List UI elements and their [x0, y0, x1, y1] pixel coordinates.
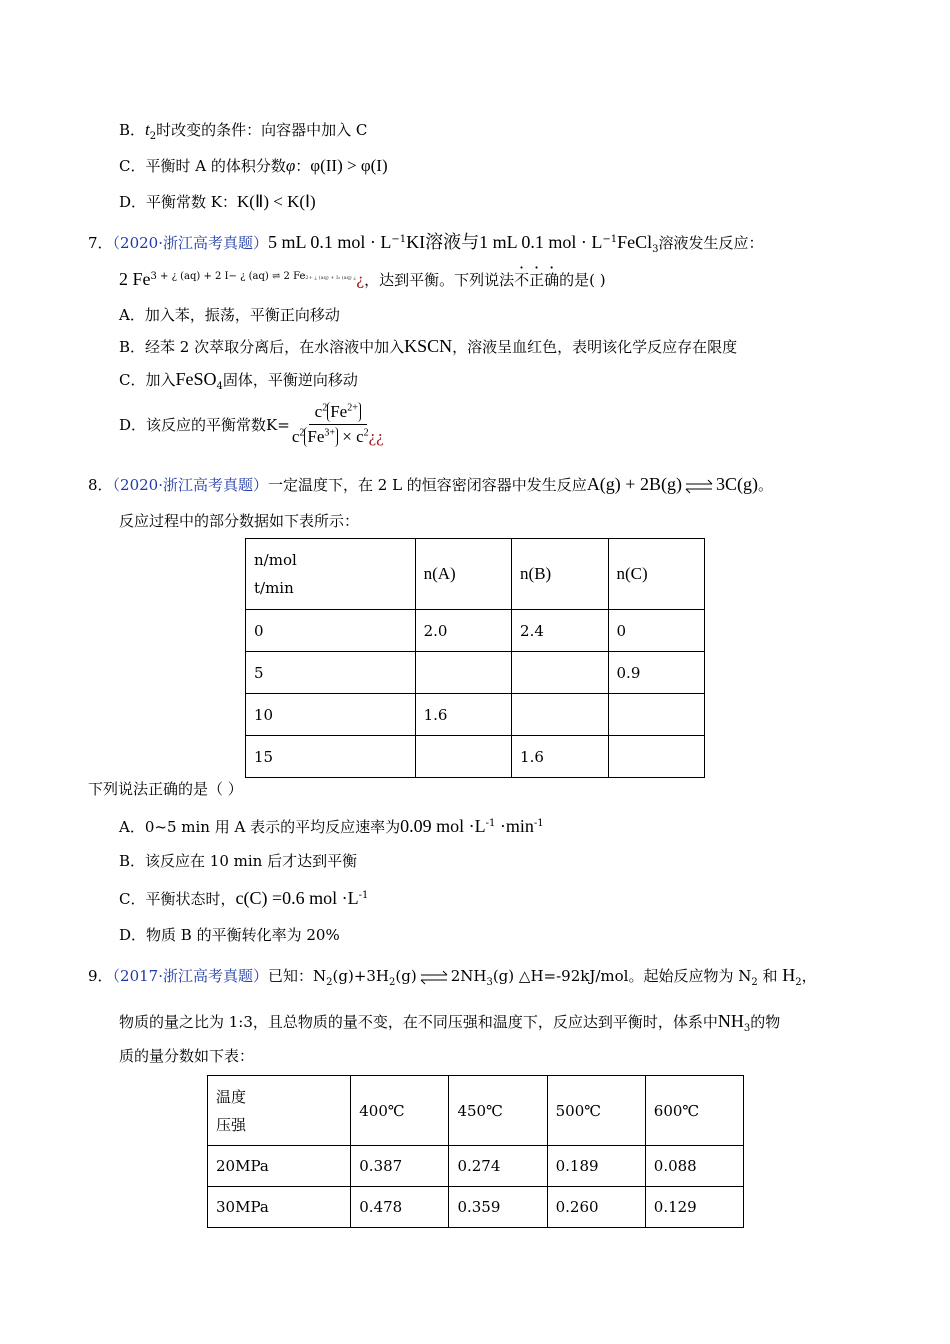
- q9-source: （2017·浙江高考真题）: [112, 967, 268, 985]
- q7-option-c: C．加入FeSO$_4$固体，平衡逆向移动: [119, 369, 358, 392]
- table-cell: 0: [246, 610, 416, 652]
- q8-question: 下列说法正确的是（ ）: [88, 780, 243, 798]
- table-cell: [415, 652, 511, 694]
- table-cell: [512, 652, 608, 694]
- table-header-cell: 400℃: [351, 1076, 449, 1146]
- table-row: [246, 694, 705, 736]
- table-cell: 15: [246, 736, 416, 778]
- table-cell: 0.129: [645, 1187, 743, 1228]
- table-row: [246, 610, 705, 652]
- table-row: [208, 1187, 744, 1228]
- table-header-cell: 450℃: [449, 1076, 547, 1146]
- table-cell: 20MPa: [208, 1146, 351, 1187]
- table-cell: [608, 736, 704, 778]
- q6-option-c: C．平衡时 A 的体积分数φ：φ(II) > φ(I): [119, 156, 388, 175]
- table-cell: 2.4: [512, 610, 608, 652]
- table-cell: 0.359: [449, 1187, 547, 1228]
- q9-stem: 9．（2017·浙江高考真题）已知：$N_2(g)+3H_2(g)$ $2NH_3(g)$ △H=-92kJ/mol。起始反应物为 $N_2$ 和 $H_2$，: [88, 965, 817, 988]
- q7-option-b: B．经苯 2 次萃取分离后，在水溶液中加入KSCN，溶液呈血红色，表明该化学反应存在限度: [119, 336, 738, 356]
- equilibrium-constant-fraction: $\frac{c^2 Fe^{2+}}{c^2 Fe^{3+} \times c^2¿¿}$: [291, 402, 384, 446]
- table-cell: 30MPa: [208, 1187, 351, 1228]
- table-cell: 1.6: [512, 736, 608, 778]
- table-corner-header: 温度 压强: [208, 1076, 351, 1146]
- q9-stem-line3: 质的量分数如下表：: [119, 1047, 255, 1065]
- table-cell: 0.189: [547, 1146, 645, 1187]
- table-cell: 5: [246, 652, 416, 694]
- table-corner-header: n/mol t/min: [246, 539, 416, 610]
- table-cell: 2.0: [415, 610, 511, 652]
- q7-equation: 2 $Fe^{3 + ¿ (aq) + 2 I- ¿ (aq) \rightleftharpoons 2 Fe2+ ¿ (aq) + I_2 (aq) ¿}¿$，达到平衡。下列说法不正确的是( ): [119, 269, 606, 289]
- q8-data-table: [245, 538, 705, 778]
- q8-stem: 8．（2020·浙江高考真题）一定温度下，在 2 L 的恒容密闭容器中发生反应A(g) + 2B(g) 3C(g)。: [88, 474, 773, 494]
- table-cell: 0.478: [351, 1187, 449, 1228]
- table-cell: [608, 694, 704, 736]
- q8-stem-line2: 反应过程中的部分数据如下表所示：: [119, 512, 360, 530]
- table-cell: 0: [608, 610, 704, 652]
- table-cell: 1.6: [415, 694, 511, 736]
- q9-stem-line2: 物质的量之比为 1:3，且总物质的量不变，在不同压强和温度下，反应达到平衡时，体系中$NH_3$的物: [119, 1011, 781, 1034]
- q8-option-a: A．0~5 min 用 A 表示的平均反应速率为0.09 mol $\cdot L^{-1} \cdot\min^{-1}$: [119, 816, 544, 836]
- q6-option-b: B．$t_2$时改变的条件：向容器中加入 C: [119, 120, 368, 142]
- equilibrium-arrow-icon: [419, 968, 449, 986]
- table-header-cell: 500℃: [547, 1076, 645, 1146]
- table-cell: [415, 736, 511, 778]
- table-cell: 0.9: [608, 652, 704, 694]
- q8-option-b: B．该反应在 10 min 后才达到平衡: [119, 852, 358, 870]
- q8-option-c: C．平衡状态时，c(C) =0.6 mol $\cdot L^{-1}$: [119, 888, 369, 908]
- q7-stem: 7．（2020·浙江高考真题）5 mL 0.1 mol · $L^{-1}KI$溶液与1 mL 0.1 mol · $L^{-1}FeCl_3$溶液发生反应：: [88, 232, 764, 255]
- table-cell: 0.260: [547, 1187, 645, 1228]
- q7-source: （2020·浙江高考真题）: [112, 234, 268, 252]
- q7-option-a: A．加入苯，振荡，平衡正向移动: [119, 306, 340, 324]
- q8-option-d: D．物质 B 的平衡转化率为 20%: [119, 926, 340, 944]
- table-row: [246, 736, 705, 778]
- table-header-cell: n(A): [415, 539, 511, 610]
- table-row: [208, 1146, 744, 1187]
- table-cell: [512, 694, 608, 736]
- equilibrium-arrow-icon: [684, 477, 714, 495]
- q7-option-d: D．该反应的平衡常数K= $\frac{c^2 Fe^{2+}}{c^2 Fe^{3+} \times c^2¿¿}$: [119, 402, 384, 446]
- q6-option-d: D．平衡常数 K：K(Ⅱ) < K(Ⅰ): [119, 192, 316, 211]
- table-cell: 0.274: [449, 1146, 547, 1187]
- q8-source: （2020·浙江高考真题）: [112, 476, 268, 494]
- table-header-cell: n(C): [608, 539, 704, 610]
- q9-data-table: [207, 1075, 744, 1228]
- table-header-cell: n(B): [512, 539, 608, 610]
- table-header-cell: 600℃: [645, 1076, 743, 1146]
- table-cell: 10: [246, 694, 416, 736]
- table-row: [246, 652, 705, 694]
- table-cell: 0.387: [351, 1146, 449, 1187]
- table-cell: 0.088: [645, 1146, 743, 1187]
